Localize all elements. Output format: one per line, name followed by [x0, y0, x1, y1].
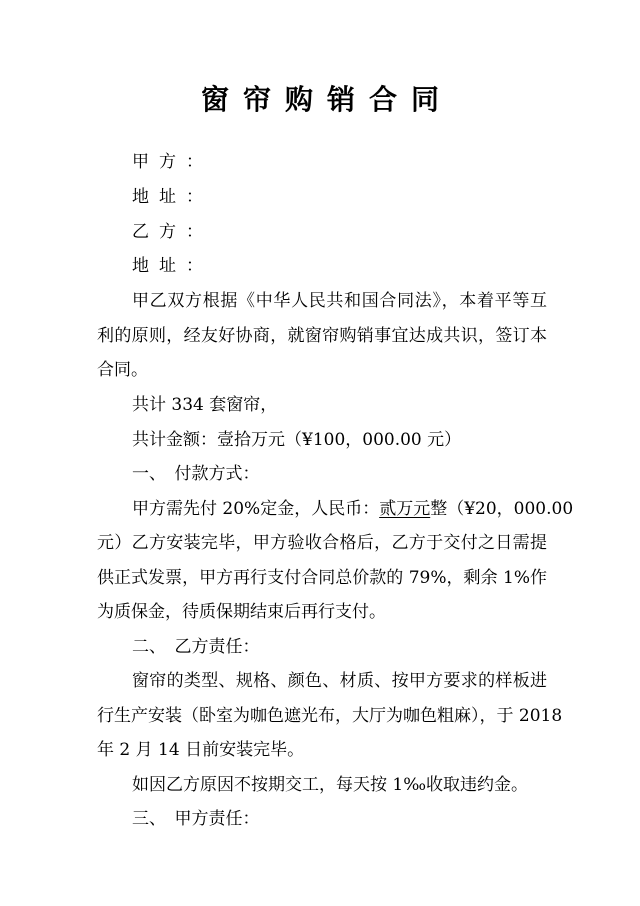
party-b-address-label: 地址：: [132, 256, 213, 276]
section-1-heading: 一、 付款方式：: [132, 464, 260, 484]
section-1-line-1: [132, 498, 574, 520]
document-title: 窗帘购销合同: [200, 83, 453, 116]
intro-line-3: 合同。: [97, 360, 148, 380]
total-amount: 共计金额：壹拾万元（¥100，000.00 元）: [132, 430, 462, 450]
section-2-line-3: 年 2 月 14 日前安装完毕。: [97, 740, 305, 760]
section-2-heading: 二、 乙方责任：: [132, 637, 260, 657]
party-b-label: 乙方：: [132, 222, 213, 242]
section-1-line-4: 为质保金，待质保期结束后再行支付。: [97, 602, 386, 622]
deposit-amount-words: 贰万元: [379, 499, 431, 519]
section-2-line-1: 窗帘的类型、规格、颜色、材质、按甲方要求的样板进: [132, 671, 547, 691]
total-sets: 共计 334 套窗帘，: [132, 395, 278, 415]
intro-line-1: 甲乙双方根据《中华人民共和国合同法》，本着平等互: [132, 291, 547, 311]
section-1-line-2: 元）乙方安装完毕，甲方验收合格后，乙方于交付之日需提: [97, 533, 547, 553]
section-2-line-2: 行生产安装（卧室为咖色遮光布，大厅为咖色粗麻），于 2018: [97, 706, 563, 726]
section-1-line-1-pre: 甲方需先付 20%定金，人民币：: [132, 499, 380, 519]
section-3-heading: 三、 甲方责任：: [132, 809, 260, 829]
party-a-address-label: 地址：: [132, 187, 213, 207]
section-1-line-3: 供正式发票，甲方再行支付合同总价款的 79%，剩余 1%作: [97, 568, 547, 588]
section-2-line-4: 如因乙方原因不按期交工，每天按 1‰收取违约金。: [132, 775, 529, 795]
section-1-line-1-post: 整（¥20，000.00: [430, 499, 574, 519]
intro-line-2: 利的原则，经友好协商，就窗帘购销事宜达成共识，签订本: [97, 326, 547, 346]
party-a-label: 甲方：: [132, 152, 213, 172]
